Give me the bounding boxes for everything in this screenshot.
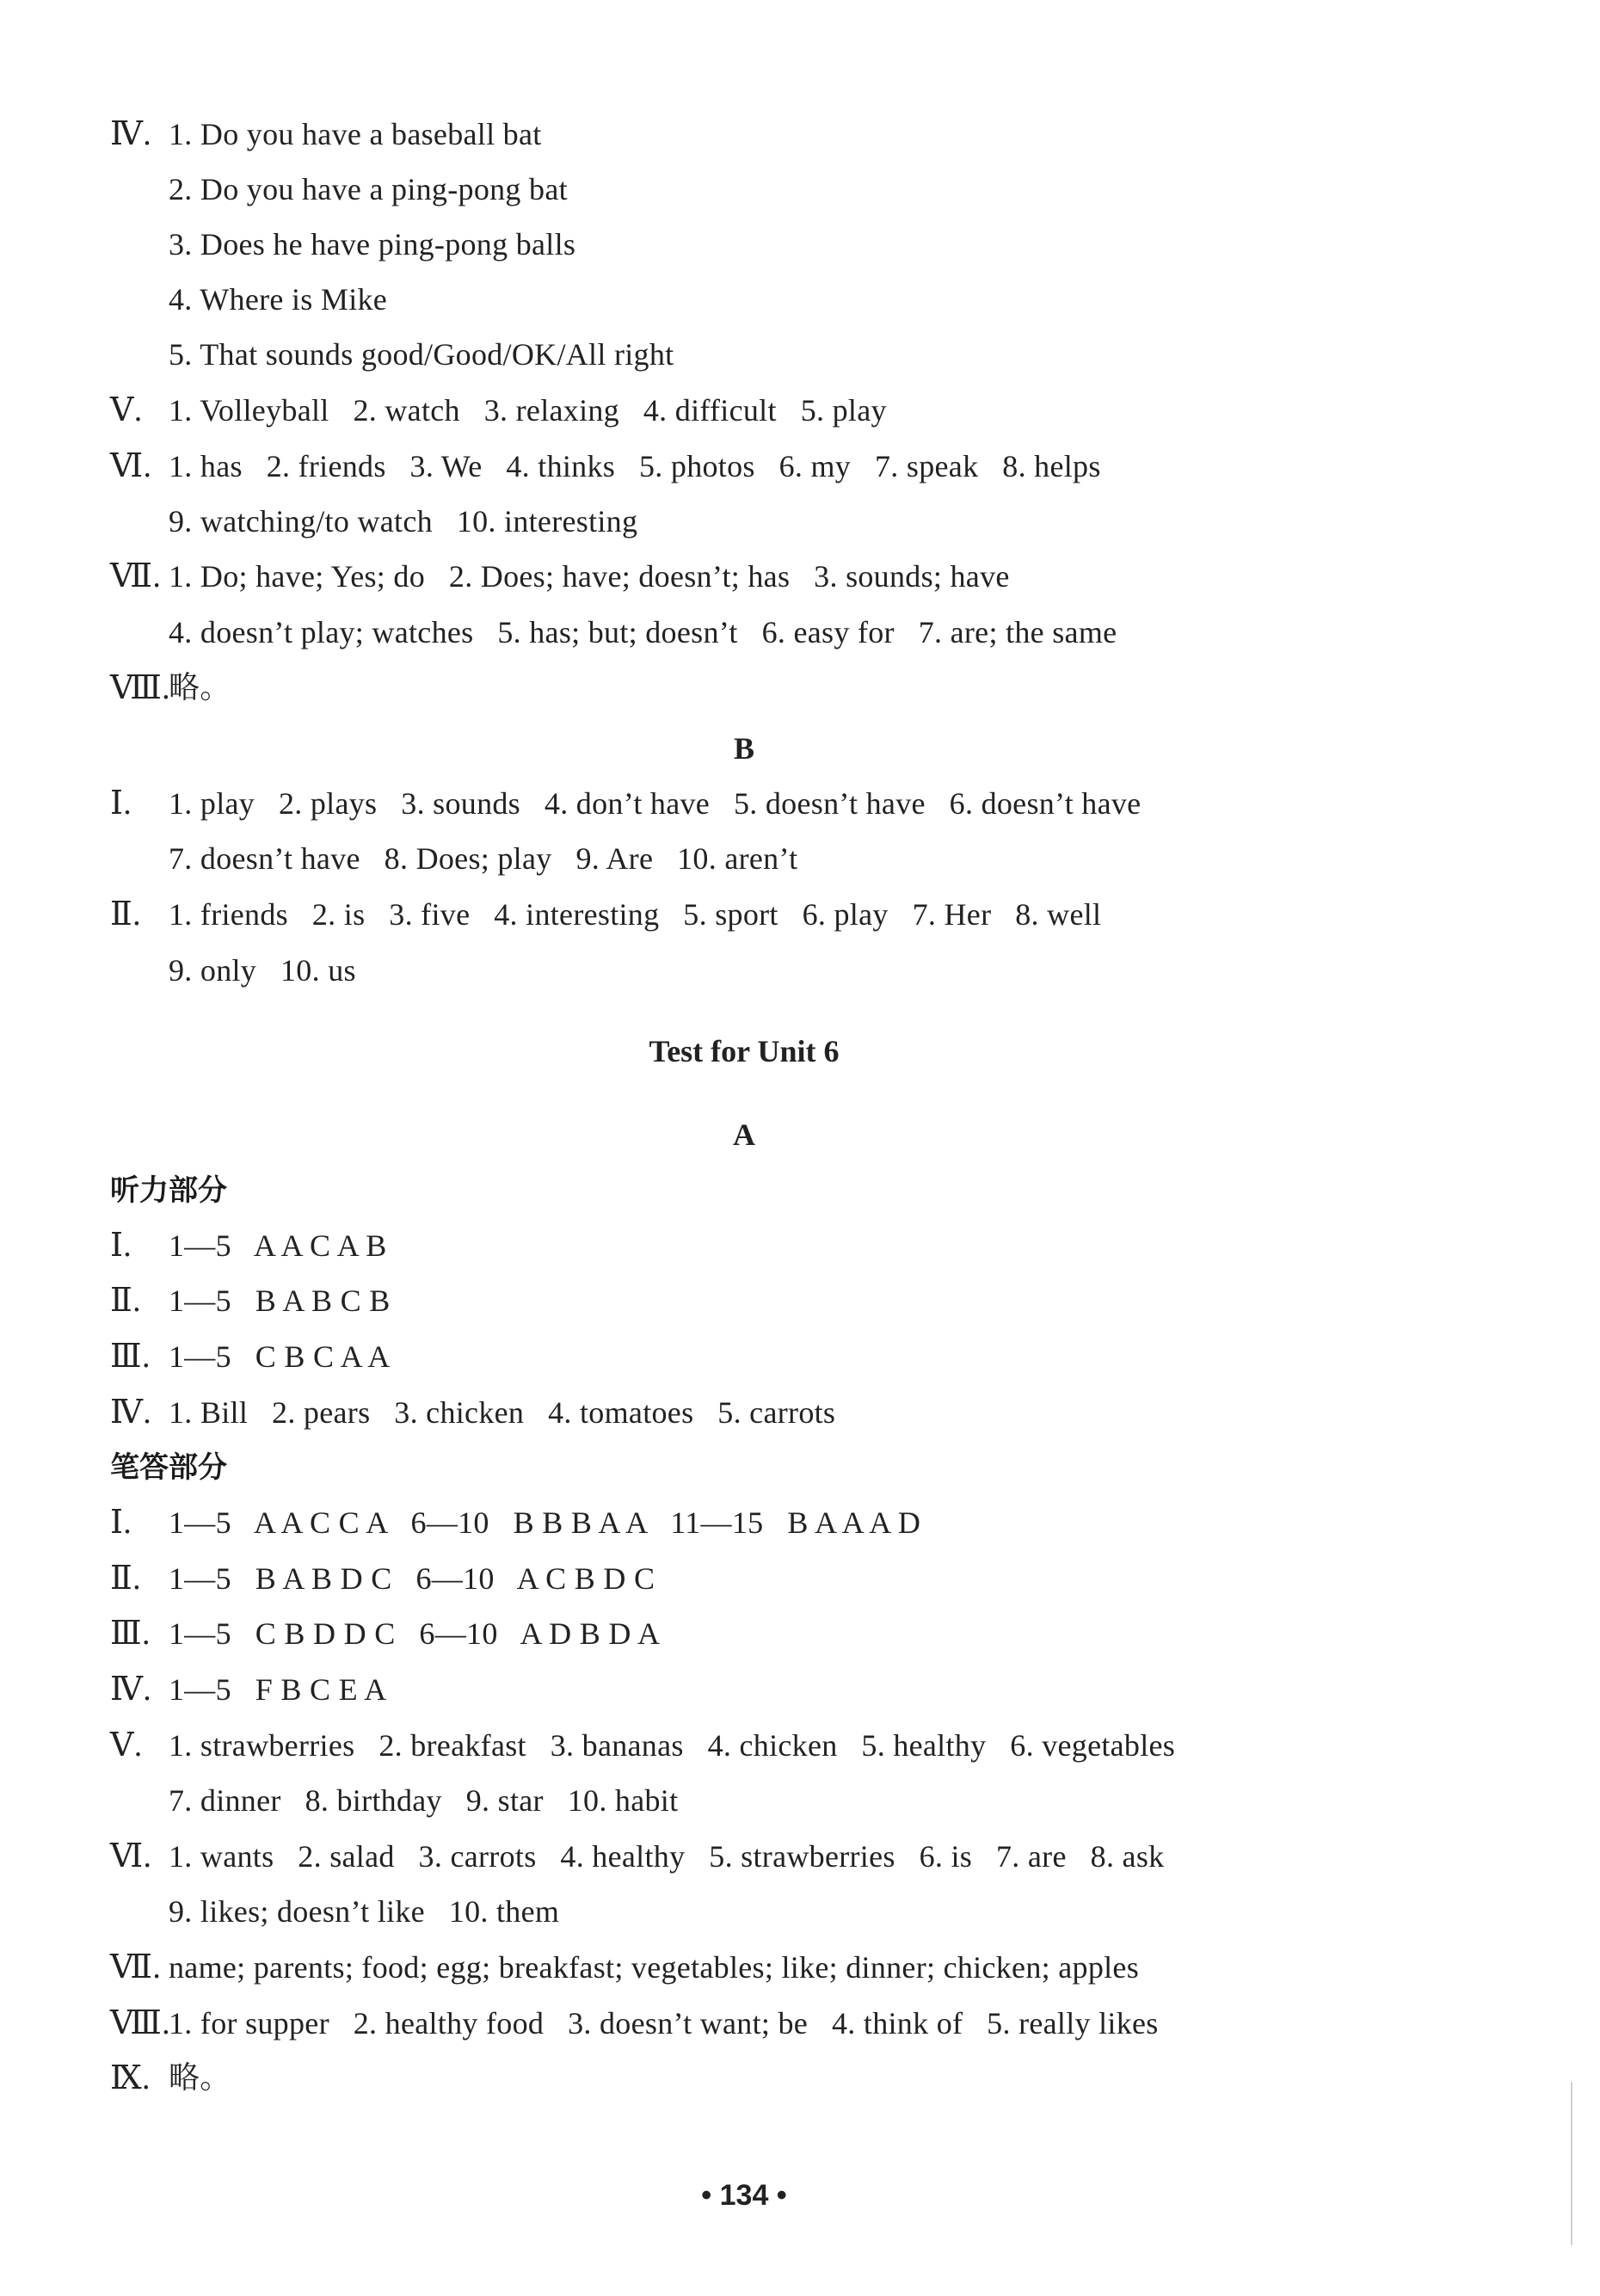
- listening-section-title: 听力部分: [110, 1173, 227, 1208]
- roman-numeral: Ⅳ.: [110, 1394, 152, 1431]
- answer-text: 1. Bill 2. pears 3. chicken 4. tomatoes 5. carrots: [169, 1395, 836, 1430]
- answer-text: 1. friends 2. is 3. five 4. interesting 5. sport 6. play 7. Her 8. well: [169, 897, 1102, 932]
- roman-numeral: Ⅷ.: [110, 2005, 170, 2041]
- answer-text: 4. doesn’t play; watches 5. has; but; doesn’t 6. easy for 7. are; the same: [169, 615, 1117, 649]
- roman-numeral: Ⅴ.: [110, 392, 143, 428]
- written-section-title: 笔答部分: [110, 1450, 227, 1485]
- answer-text: 5. That sounds good/Good/OK/All right: [169, 337, 674, 372]
- answer-text: 1. wants 2. salad 3. carrots 4. healthy 5. strawberries 6. is 7. are 8. ask: [169, 1839, 1165, 1874]
- roman-numeral: Ⅶ.: [110, 558, 162, 594]
- roman-numeral: Ⅱ.: [110, 1560, 141, 1597]
- answer-text: 9. watching/to watch 10. interesting: [169, 504, 638, 539]
- roman-numeral: Ⅰ.: [110, 785, 132, 822]
- answer-line: [0, 951, 356, 1027]
- answer-text: 1—5 B A B C B: [169, 1283, 391, 1318]
- roman-numeral: Ⅵ.: [110, 1838, 152, 1874]
- roman-numeral: Ⅸ.: [110, 2060, 151, 2096]
- answer-text: 1—5 C B D D C 6—10 A D B D A: [169, 1616, 661, 1651]
- scan-edge-divider: [1571, 2082, 1572, 2245]
- roman-numeral: Ⅲ.: [110, 1339, 151, 1375]
- roman-numeral: Ⅴ.: [110, 1727, 143, 1764]
- roman-numeral: Ⅳ.: [110, 1671, 152, 1708]
- answer-text: 1. for supper 2. healthy food 3. doesn’t want; be 4. think of 5. really likes: [169, 2006, 1159, 2041]
- section-heading-a: A: [733, 1117, 755, 1152]
- roman-numeral: Ⅰ.: [110, 1228, 132, 1264]
- roman-numeral: Ⅷ.: [110, 670, 170, 706]
- answer-text: 9. only 10. us: [169, 953, 356, 988]
- answer-text: 2. Do you have a ping-pong bat: [169, 172, 568, 206]
- answer-text: name; parents; food; egg; breakfast; vegetables; like; dinner; chicken; apples: [169, 1950, 1140, 1985]
- answer-text: 1. Do; have; Yes; do 2. Does; have; doesn’t; has 3. sounds; have: [169, 559, 1010, 594]
- page-number: • 134 •: [701, 2179, 787, 2212]
- answer-text: 7. dinner 8. birthday 9. star 10. habit: [169, 1783, 679, 1818]
- answer-text: 1. Do you have a baseball bat: [169, 117, 542, 151]
- answer-text: 1. strawberries 2. breakfast 3. bananas 4. chicken 5. healthy 6. vegetables: [169, 1728, 1176, 1763]
- roman-numeral: Ⅲ.: [110, 1616, 151, 1652]
- answer-text: 3. Does he have ping-pong balls: [169, 227, 576, 262]
- answer-text: 1. has 2. friends 3. We 4. thinks 5. photos 6. my 7. speak 8. helps: [169, 449, 1101, 483]
- roman-numeral: Ⅶ.: [110, 1949, 162, 1985]
- answer-text: 1—5 B A B D C 6—10 A C B D C: [169, 1561, 655, 1596]
- answer-text: 1—5 A A C A B: [169, 1228, 387, 1263]
- answer-text: 1. Volleyball 2. watch 3. relaxing 4. difficult 5. play: [169, 393, 887, 428]
- roman-numeral: Ⅵ.: [110, 448, 152, 484]
- answer-text: 略。: [169, 670, 231, 705]
- answer-text: 1—5 F B C E A: [169, 1672, 387, 1707]
- roman-numeral: Ⅰ.: [110, 1505, 132, 1541]
- answer-text: 9. likes; doesn’t like 10. them: [169, 1894, 560, 1929]
- roman-numeral: Ⅱ.: [110, 896, 141, 933]
- test-title: Test for Unit 6: [649, 1034, 840, 1068]
- answer-text: 4. Where is Mike: [169, 282, 388, 317]
- answer-line: [0, 2059, 231, 2173]
- answer-text: 1. play 2. plays 3. sounds 4. don’t have 5. doesn’t have 6. doesn’t have: [169, 786, 1142, 821]
- answer-text: 1—5 C B C A A: [169, 1339, 391, 1374]
- answer-text: 略。: [169, 2060, 231, 2096]
- section-heading-b: B: [733, 731, 754, 766]
- roman-numeral: Ⅳ.: [110, 116, 152, 152]
- answer-text: 1—5 A A C C A 6—10 B B B A A 11—15 B A A A D: [169, 1505, 921, 1540]
- roman-numeral: Ⅱ.: [110, 1283, 141, 1319]
- answer-text: 7. doesn’t have 8. Does; play 9. Are 10. aren’t: [169, 841, 798, 876]
